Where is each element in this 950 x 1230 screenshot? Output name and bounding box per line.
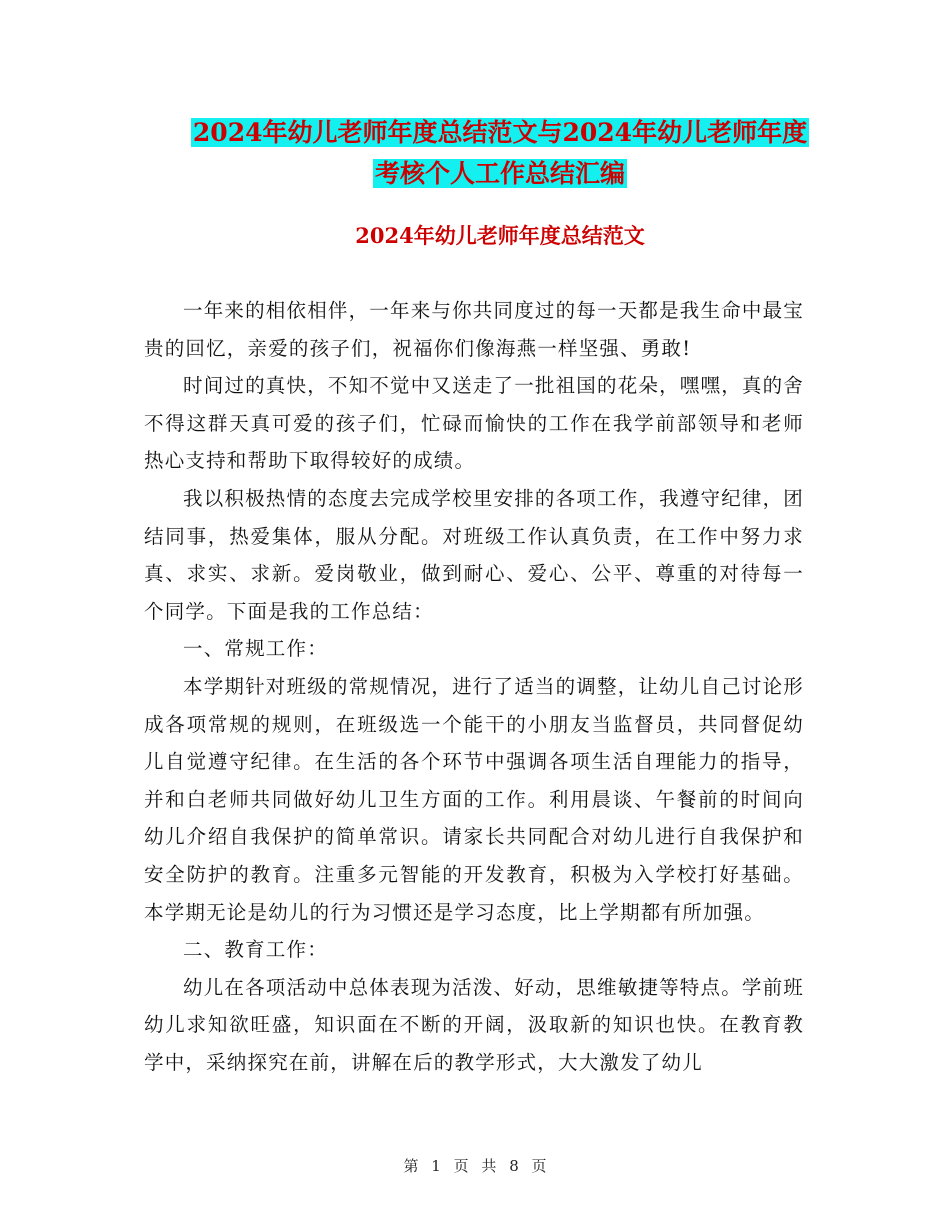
footer-page-prefix: 第 — [403, 1157, 419, 1175]
footer-total-prefix: 共 — [481, 1157, 497, 1175]
footer-total-pages: 8 — [509, 1157, 519, 1175]
footer-total-suffix: 页 — [531, 1157, 547, 1175]
title-highlight-1: 2024年幼儿老师年度总结范文与2024年幼儿老师年度 — [192, 118, 808, 147]
document-title-line-2 — [100, 154, 900, 194]
footer-page-number: 1 — [431, 1157, 441, 1175]
paragraph: 幼儿在各项活动中总体表现为活泼、好动，思维敏捷等特点。学前班幼儿求知欲旺盛，知识面在不断的开阔，汲取新的知识也快。在教育教学中，采纳探究在前，讲解在后的教学形式，大大激发了幼儿 — [144, 975, 805, 1074]
section-heading-education: 二、教育工作： — [183, 938, 328, 962]
footer-page-mid: 页 — [453, 1157, 469, 1175]
paragraph: 一年来的相依相伴，一年来与你共同度过的每一天都是我生命中最宝贵的回忆，亲爱的孩子们，祝福你们像海燕一样坚强、勇敢! — [144, 299, 805, 360]
page-footer — [0, 1155, 950, 1176]
section-heading-routine: 一、常规工作： — [183, 637, 328, 661]
body-text — [144, 292, 804, 1081]
paragraph: 我以积极热情的态度去完成学校里安排的各项工作，我遵守纪律，团结同事，热爱集体，服从分配。对班级工作认真负责，在工作中努力求真、求实、求新。爱岗敬业，做到耐心、爱心、公平、尊重的对待每一个同学。下面是我的工作总结： — [144, 486, 805, 623]
title-highlight-2: 考核个人工作总结汇编 — [374, 159, 625, 188]
paragraph: 本学期针对班级的常规情况，进行了适当的调整，让幼儿自己讨论形成各项常规的规则，在班级选一个能干的小朋友当监督员，共同督促幼儿自觉遵守纪律。在生活的各个环节中强调各项生活自理能力的指导，并和白老师共同做好幼儿卫生方面的工作。利用晨谈、午餐前的时间向幼儿介绍自我保护的简单常识。请家长共同配合对幼儿进行自我保护和安全防护的教育。注重多元智能的开发教育，积极为入学校打好基础。本学期无论是幼儿的行为习惯还是学习态度，比上学期都有所加强。 — [144, 674, 805, 924]
section-title: 2024年幼儿老师年度总结范文 — [355, 223, 645, 248]
paragraph: 时间过的真快，不知不觉中又送走了一批祖国的花朵，嘿嘿，真的舍不得这群天真可爱的孩子们，忙碌而愉快的工作在我学前部领导和老师热心支持和帮助下取得较好的成绩。 — [144, 374, 805, 473]
document-title-line-1 — [100, 113, 900, 153]
